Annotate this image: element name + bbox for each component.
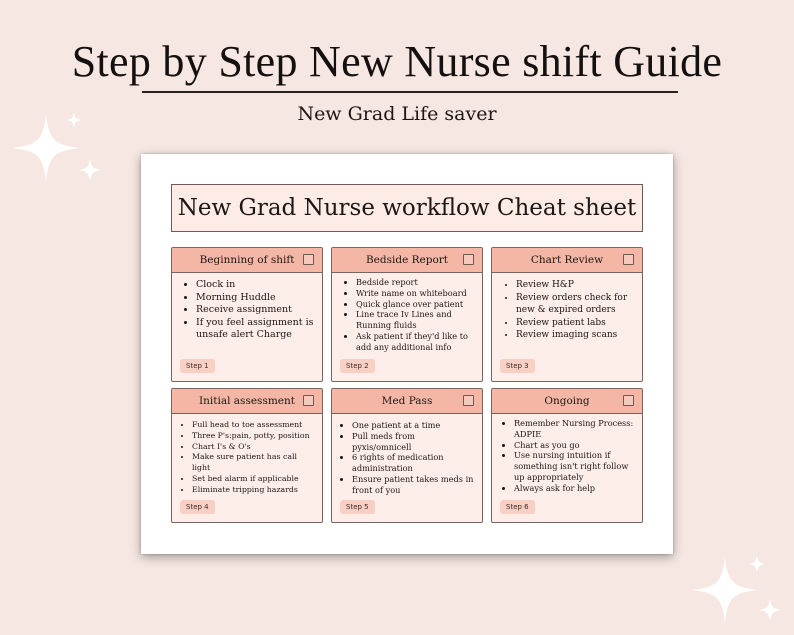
sparkle-icon	[748, 555, 766, 573]
card-title: Beginning of shift	[199, 254, 295, 266]
list-item: • Clock in	[196, 279, 316, 292]
list-item: • Set bed alarm if applicable	[192, 474, 316, 485]
list-item: • Ask patient if they'd like to add any additional info	[356, 331, 476, 353]
sparkle-icon	[78, 158, 102, 182]
list-item: • Pull meds from pyxis/omnicell	[352, 431, 476, 453]
list-item: • Line trace Iv Lines and Running fluids	[356, 309, 476, 331]
list-item: • Review imaging scans	[516, 329, 636, 342]
card-title: Chart Review	[530, 254, 604, 266]
card-list	[492, 279, 642, 342]
list-item: • Always ask for help	[514, 483, 636, 494]
checkbox-icon	[303, 395, 314, 406]
checkbox-icon	[463, 254, 474, 265]
list-item: • Three P's:pain, potty, position	[192, 431, 316, 442]
list-item: • Make sure patient has call light	[192, 452, 316, 474]
list-item: • Review patient labs	[516, 317, 636, 330]
step-badge: Step 4	[180, 500, 215, 514]
card-title: Bedside Report	[365, 254, 449, 266]
card-bedside-report	[331, 247, 483, 382]
step-badge: Step 2	[340, 359, 375, 373]
card-list	[332, 277, 482, 353]
checkbox-icon	[623, 254, 634, 265]
list-item: • Remember Nursing Process: ADPIE	[514, 418, 636, 440]
list-item: • Quick glance over patient	[356, 299, 476, 310]
card-title: Med Pass	[381, 395, 433, 407]
card-list	[492, 418, 642, 494]
card-list	[172, 420, 322, 496]
list-item: • Review orders check for new & expired orders	[516, 292, 636, 317]
card-ongoing	[491, 388, 643, 523]
card-med-pass	[331, 388, 483, 523]
card-header	[332, 389, 482, 414]
checkbox-icon	[303, 254, 314, 265]
card-title: Initial assessment	[199, 395, 295, 407]
step-badge: Step 5	[340, 500, 375, 514]
card-header	[172, 389, 322, 414]
card-header	[492, 248, 642, 273]
list-item: • Receive assignment	[196, 304, 316, 317]
sheet-title: New Grad Nurse workflow Cheat sheet	[171, 184, 643, 232]
list-item: • Full head to toe assessment	[192, 420, 316, 431]
list-item: • Write name on whiteboard	[356, 288, 476, 299]
card-header	[332, 248, 482, 273]
list-item: • One patient at a time	[352, 420, 476, 431]
title-underline	[142, 91, 678, 93]
list-item: • Morning Huddle	[196, 292, 316, 305]
list-item: • Review H&P	[516, 279, 636, 292]
card-title: Ongoing	[544, 395, 590, 407]
card-header	[492, 389, 642, 414]
page-title: Step by Step New Nurse shift Guide	[71, 37, 723, 86]
step-badge: Step 3	[500, 359, 535, 373]
list-item: • Eliminate tripping hazards	[192, 485, 316, 496]
checkbox-icon	[463, 395, 474, 406]
card-beginning-of-shift	[171, 247, 323, 382]
card-list	[332, 420, 482, 496]
step-badge: Step 1	[180, 359, 215, 373]
sparkle-icon	[66, 112, 82, 128]
sparkle-icon	[758, 598, 782, 622]
list-item: • Bedside report	[356, 277, 476, 288]
page-subtitle: New Grad Life saver	[297, 103, 497, 125]
list-item: • Ensure patient takes meds in front of you	[352, 474, 476, 496]
list-item: • Chart I's & O's	[192, 442, 316, 453]
card-chart-review	[491, 247, 643, 382]
list-item: • 6 rights of medication administration	[352, 452, 476, 474]
cheat-sheet	[141, 154, 673, 554]
card-header	[172, 248, 322, 273]
step-badge: Step 6	[500, 500, 535, 514]
card-initial-assessment	[171, 388, 323, 523]
list-item: • If you feel assignment is unsafe alert Charge	[196, 317, 316, 342]
list-item: • Chart as you go	[514, 440, 636, 451]
list-item: • Use nursing intuition if something isn't right follow up appropriately	[514, 450, 636, 482]
checkbox-icon	[623, 395, 634, 406]
card-list	[172, 279, 322, 342]
